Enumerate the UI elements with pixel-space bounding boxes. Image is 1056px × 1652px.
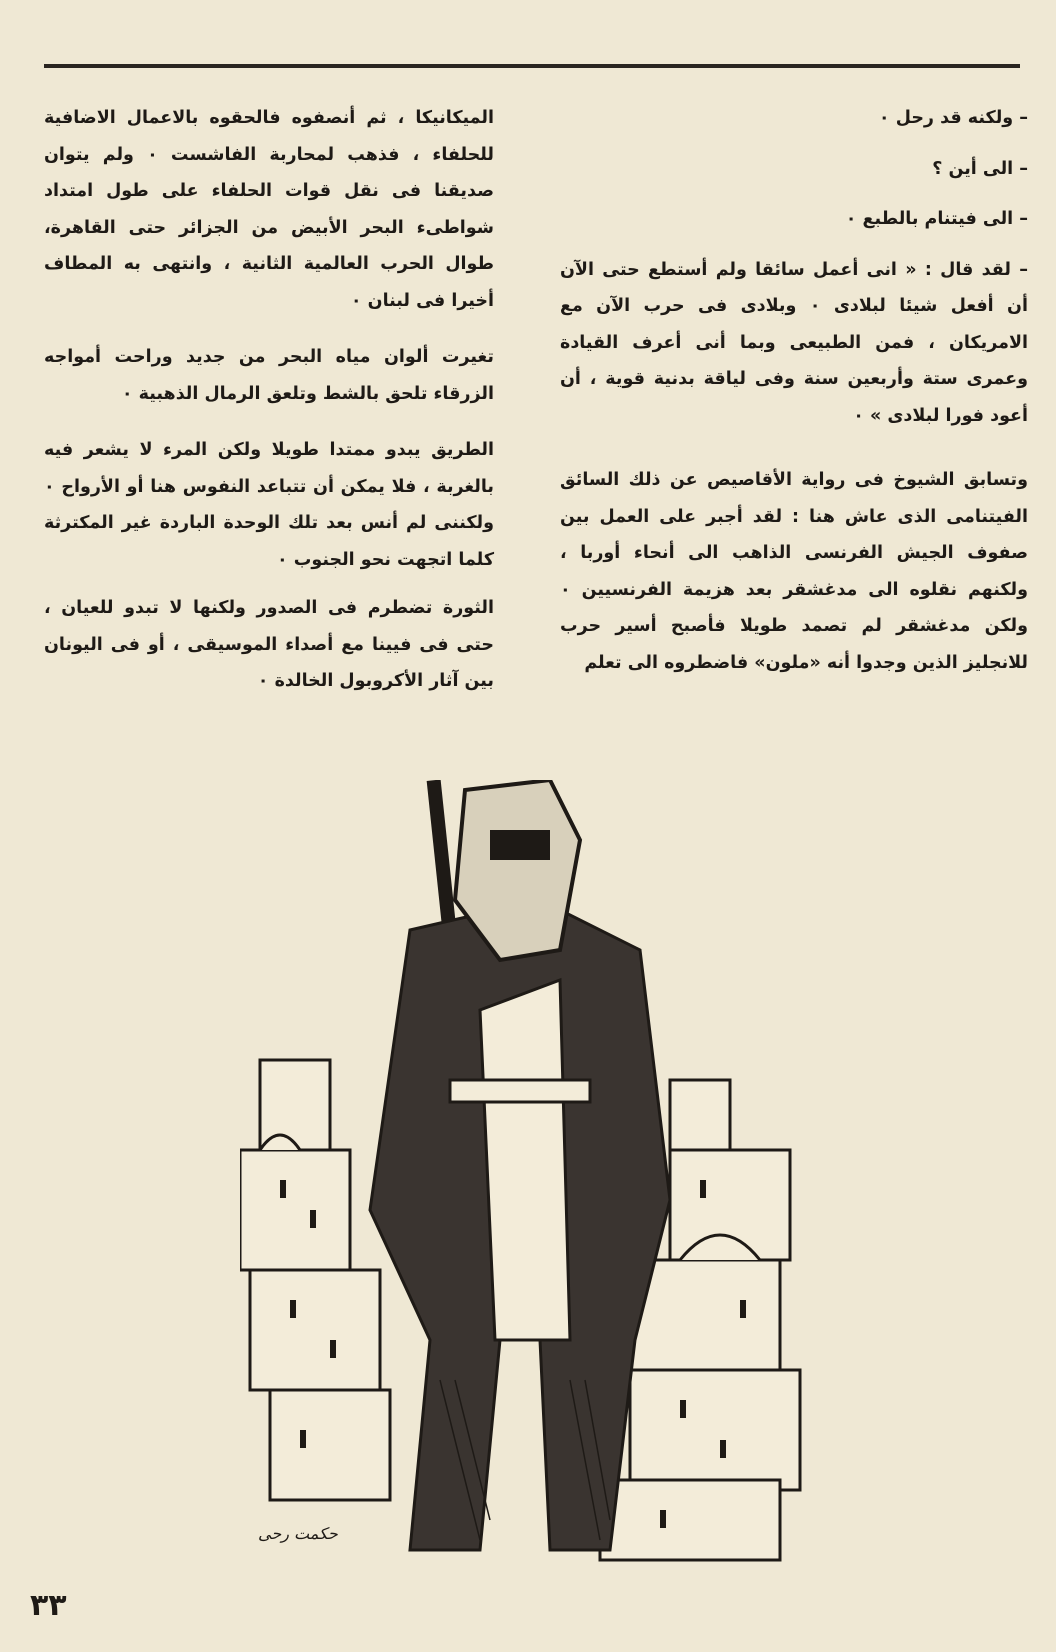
paragraph: – لقد قال : « انى أعمل سائقا ولم أستطع حتى الآن أن أفعل شيئا لبلادى ٠ وبلادى فى حرب الآن مع الامريكان ، فمن الطبيعى وبما أنى أعرف القيادة وعمرى ستة وأربعين سنة وفى لياقة بدنية قوية ، أن أعود فورا لبلادى » ٠ <box>560 259 1028 426</box>
right-text-column <box>560 100 1028 681</box>
fighter-illustration <box>240 780 840 1570</box>
page-number: ٣٣ <box>30 1588 67 1623</box>
paragraph: تغيرت ألوان مياه البحر من جديد وراحت أمواجه الزرقاء تلحق بالشط وتلعق الرمال الذهبية ٠ <box>44 347 494 404</box>
dialogue-line: – الى فيتنام بالطبع ٠ <box>845 209 1028 229</box>
left-text-column <box>44 100 494 700</box>
artist-signature: حكمت رحى <box>258 1524 338 1543</box>
dialogue-line: – الى أين ؟ <box>932 158 1028 179</box>
dialogue-line: – ولكنه قد رحل ٠ <box>878 108 1028 128</box>
paragraph: الميكانيكا ، ثم أنصفوه فالحقوه بالاعمال الاضافية للحلفاء ، فذهب لمحاربة الفاشست ٠ ولم يتوان صديقنا فى نقل قوات الحلفاء على طول امتداد شواطىء البحر الأبيض من الجزائر حتى القاهرة، طوال الحرب العالمية الثانية ، وانتهى به المطاف أخيرا فى لبنان ٠ <box>44 108 494 311</box>
paragraph: وتسابق الشيوخ فى رواية الأقاصيص عن ذلك السائق الفيتنامى الذى عاش هنا : لقد أجبر على العمل بين صفوف الجيش الفرنسى الذاهب الى أنحاء أوربا ، ولكنهم نقلوه الى مدغشقر بعد هزيمة الفرنسيين ٠ ولكن مدغشقر لم تصمد طويلا فأصبح أسير حرب للانجليز الذين وجدوا أنه «ملون» فاضطروه الى تعلم <box>560 470 1028 673</box>
top-rule <box>44 64 1020 68</box>
paragraph: الطريق يبدو ممتدا طويلا ولكن المرء لا يشعر فيه بالغربة ، فلا يمكن أن تتباعد النفوس هنا أو الأرواح ٠ ولكننى لم أنس بعد تلك الوحدة الباردة غير المكترثة كلما اتجهت نحو الجنوب ٠ <box>44 440 494 570</box>
paragraph: الثورة تضطرم فى الصدور ولكنها لا تبدو للعيان ، حتى فى فيينا مع أصداء الموسيقى ، أو فى اليونان بين آثار الأكروبول الخالدة ٠ <box>44 598 494 691</box>
